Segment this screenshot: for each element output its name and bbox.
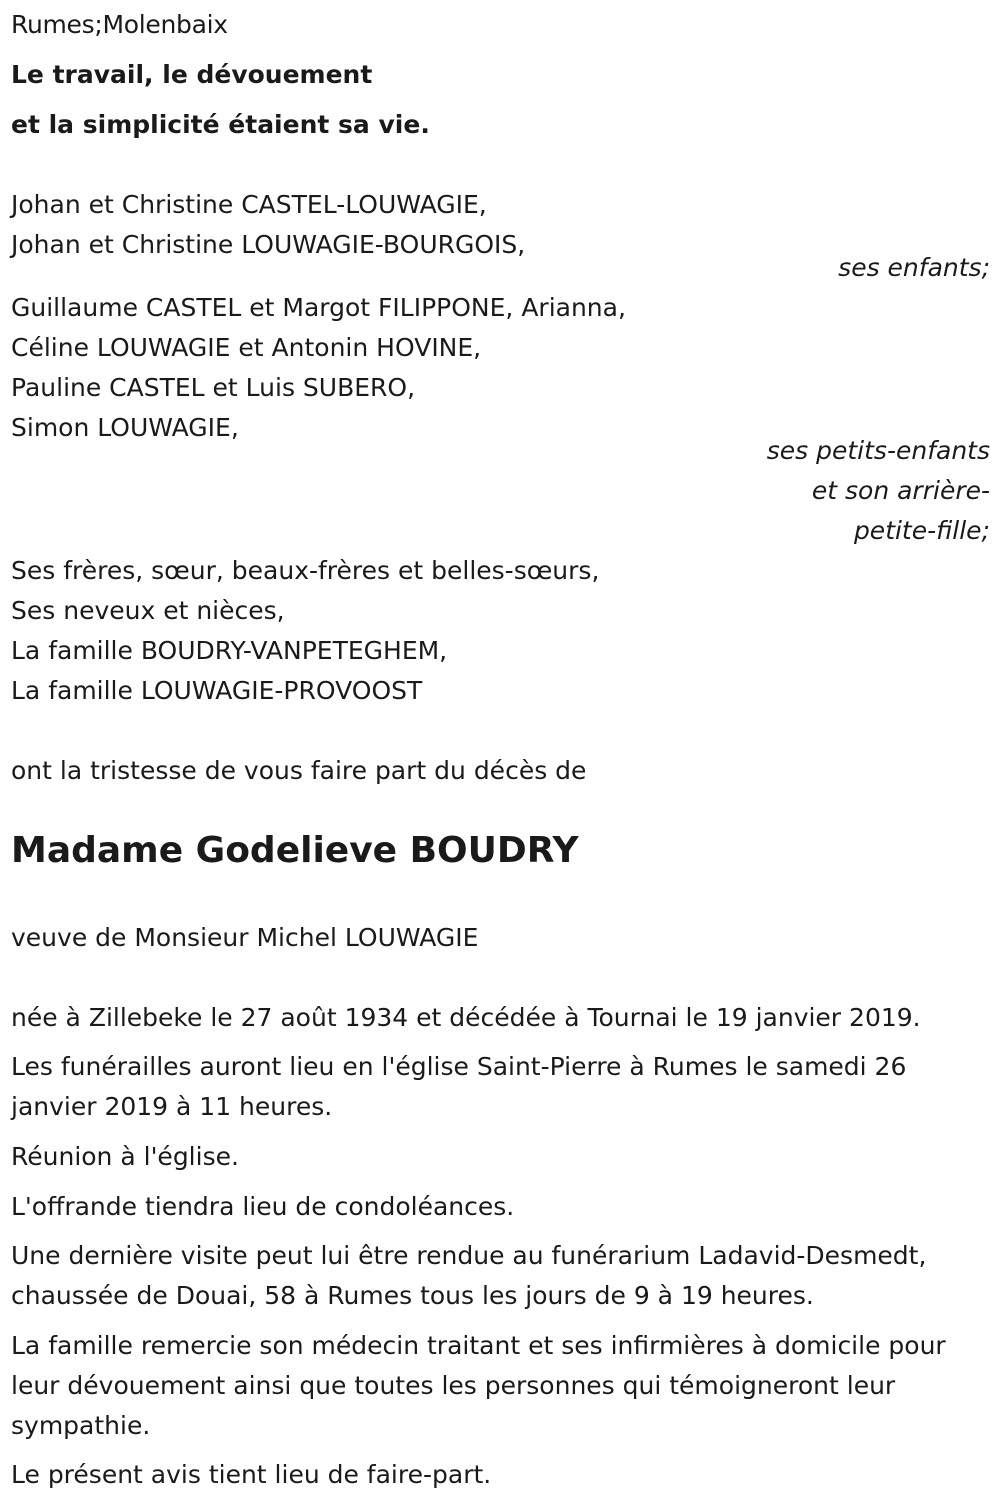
grandchildren-role: ses petits-enfants	[766, 436, 990, 465]
quote-line-2: et la simplicité étaient sa vie.	[11, 110, 430, 139]
offering-text: L'offrande tiendra lieu de condoléances.	[11, 1192, 515, 1221]
grandchildren-role: petite-fille;	[853, 516, 990, 545]
grandchild-name: Céline LOUWAGIE et Antonin HOVINE,	[11, 333, 482, 362]
birth-death-text: née à Zillebeke le 27 août 1934 et décédée à Tournai le 19 janvier 2019.	[11, 1003, 921, 1032]
family-line: Ses neveux et nièces,	[11, 596, 285, 625]
notice-text: Le présent avis tient lieu de faire-part.	[11, 1460, 492, 1489]
child-name: Johan et Christine LOUWAGIE-BOURGOIS,	[11, 230, 526, 259]
visit-text: Une dernière visite peut lui être rendue au funérarium Ladavid-Desmedt, chaussée de Douai, 58 à Rumes tous les jours de 9 à 19 heures.	[11, 1241, 927, 1310]
grandchild-name: Guillaume CASTEL et Margot FILIPPONE, Arianna,	[11, 293, 626, 322]
children-role: ses enfants;	[838, 253, 990, 282]
place-name: Rumes;Molenbaix	[11, 10, 228, 39]
child-name: Johan et Christine CASTEL-LOUWAGIE,	[11, 190, 487, 219]
widow-of: veuve de Monsieur Michel LOUWAGIE	[11, 923, 479, 952]
quote-line-1: Le travail, le dévouement	[11, 60, 373, 89]
meeting-text: Réunion à l'église.	[11, 1142, 239, 1171]
family-line: La famille BOUDRY-VANPETEGHEM,	[11, 636, 448, 665]
grandchild-name: Simon LOUWAGIE,	[11, 413, 239, 442]
announcement-text: ont la tristesse de vous faire part du décès de	[11, 756, 587, 785]
grandchildren-role: et son arrière-	[811, 476, 990, 505]
thanks-text: La famille remercie son médecin traitant et ses infirmières à domicile pour leur dévouement ainsi que toutes les personnes qui témoigneront leur sympathie.	[11, 1331, 946, 1440]
grandchild-name: Pauline CASTEL et Luis SUBERO,	[11, 373, 416, 402]
family-line: La famille LOUWAGIE-PROVOOST	[11, 676, 423, 705]
deceased-name: Madame Godelieve BOUDRY	[11, 830, 579, 871]
funeral-text: Les funérailles auront lieu en l'église Saint-Pierre à Rumes le samedi 26 janvier 2019 à 11 heures.	[11, 1052, 907, 1121]
family-line: Ses frères, sœur, beaux-frères et belles-sœurs,	[11, 556, 600, 585]
